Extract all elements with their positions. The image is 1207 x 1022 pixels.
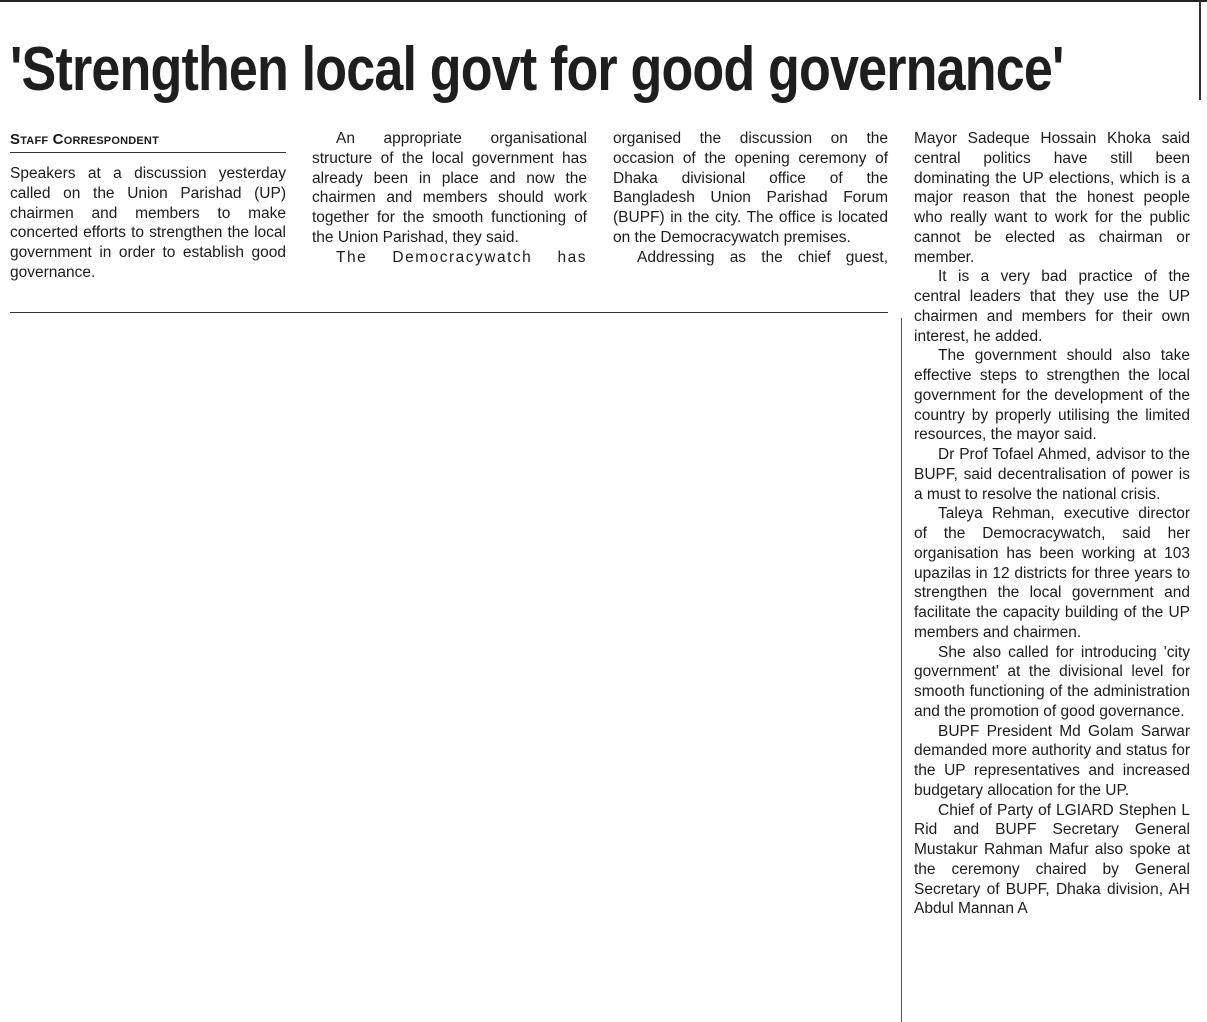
paragraph: She also called for introducing 'city government' at the divisional level for smooth functioning of the administration and the promotion of good governance. <box>914 643 1190 720</box>
article-column-4 <box>914 129 1190 919</box>
article-column-1 <box>10 164 286 283</box>
paragraph: organised the discussion on the occasion of the opening ceremony of Dhaka divisional office of the Bangladesh Union Parishad Forum (BUPF) in the city. The office is located on the Democracywatch premises. <box>613 130 888 246</box>
byline-rule <box>10 152 286 153</box>
headline: 'Strengthen local govt for good governance' <box>10 35 1064 104</box>
byline: Staff Correspondent <box>10 131 159 148</box>
paragraph: Dr Prof Tofael Ahmed, advisor to the BUPF, said decentralisation of power is a must to resolve the national crisis. <box>914 446 1190 503</box>
paragraph: Addressing as the chief guest, <box>637 248 888 266</box>
top-border-rule <box>0 0 1207 2</box>
right-border-rule <box>1199 0 1201 100</box>
article-column-3 <box>613 129 888 267</box>
paragraph: The Democracywatch has <box>336 248 587 266</box>
paragraph: BUPF President Md Golam Sarwar demanded more authority and status for the UP representatives and increased budgetary allocation for the UP. <box>914 722 1190 799</box>
section-divider <box>10 312 888 313</box>
paragraph: It is a very bad practice of the central leaders that they use the UP chairmen and members for their own interest, he added. <box>914 268 1190 345</box>
column-divider <box>901 318 902 1022</box>
paragraph: Chief of Party of LGIARD Stephen L Rid and BUPF Secretary General Mustakur Rahman Mafur also spoke at the ceremony chaired by General Secretary of BUPF, Dhaka division, AH Abdul Mannan A <box>914 801 1190 918</box>
paragraph: Speakers at a discussion yesterday called on the Union Parishad (UP) chairmen and members to make concerted efforts to strengthen the local government in order to establish good governance. <box>10 165 286 281</box>
paragraph: An appropriate organisational structure of the local government has already been in place and now the chairmen and members should work together for the smooth functioning of the Union Parishad, they said. <box>312 130 587 246</box>
article-column-2 <box>312 129 587 267</box>
paragraph: Taleya Rehman, executive director of the Democracywatch, said her organisation has been working at 103 upazilas in 12 districts for three years to strengthen the local government and facilitate the capacity building of the UP members and chairmen. <box>914 505 1190 641</box>
paragraph: Mayor Sadeque Hossain Khoka said central politics have still been dominating the UP elections, which is a major reason that the honest people who really want to work for the public cannot be elected as chairman or member. <box>914 130 1190 266</box>
paragraph: The government should also take effective steps to strengthen the local government for the development of the country by properly utilising the limited resources, the mayor said. <box>914 347 1190 444</box>
